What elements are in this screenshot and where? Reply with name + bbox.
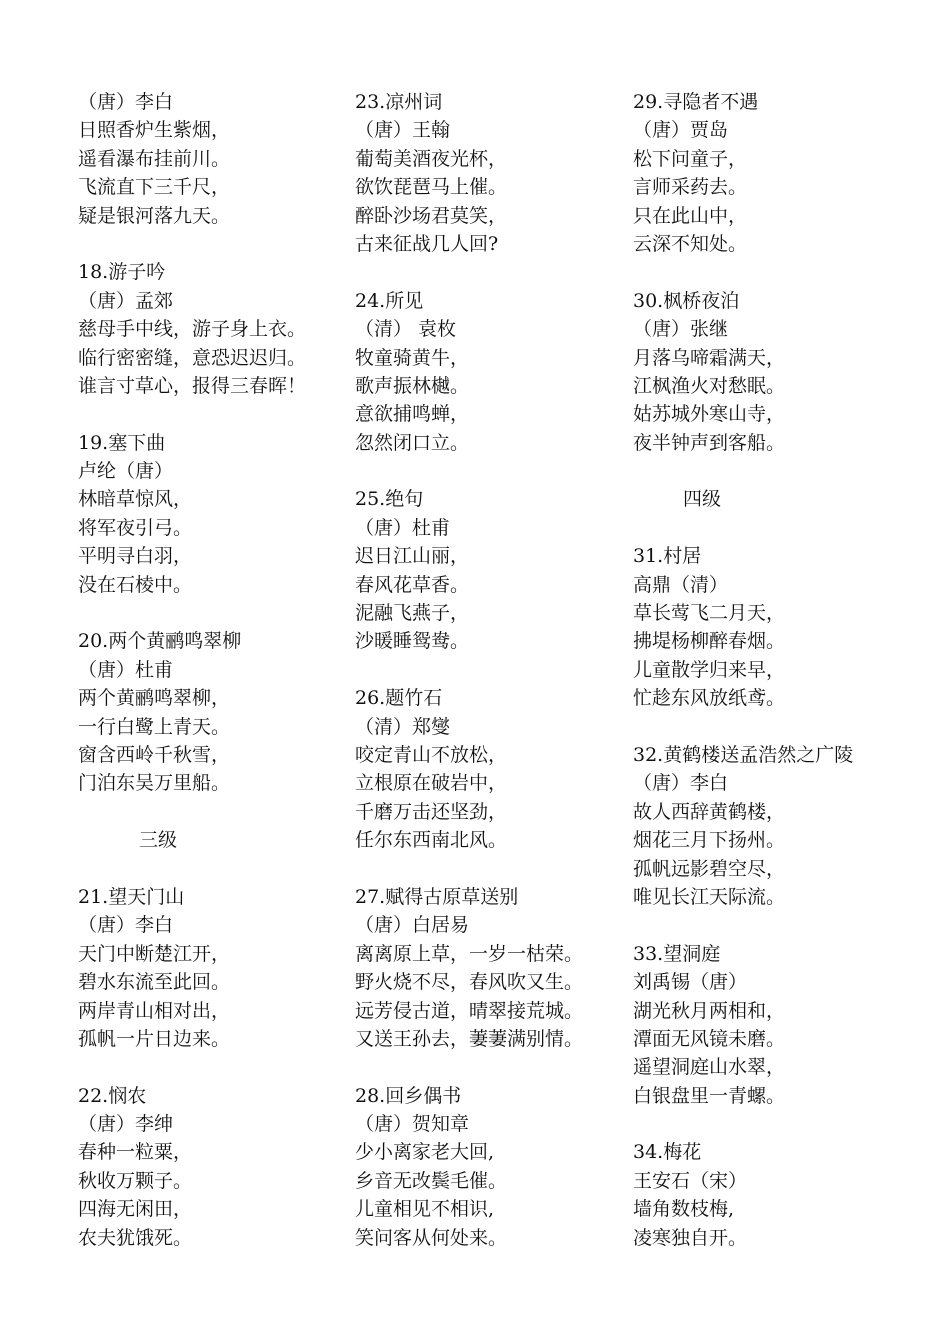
- block-spacer: [78, 400, 348, 428]
- poem-line: 疑是银河落九天。: [78, 204, 231, 227]
- poem-line: 农夫犹饿死。: [78, 1226, 193, 1249]
- poem-line: 乡音无改鬓毛催。: [355, 1169, 508, 1192]
- poem-line: 又送王孙去，萋萋满别情。: [355, 1027, 584, 1050]
- poem-block: [633, 542, 903, 712]
- poem-author: （唐）贾岛: [633, 119, 729, 142]
- poem-author: （唐）杜甫: [78, 658, 174, 681]
- poem-line: 言师采药去。: [633, 176, 748, 199]
- poem-title: 21.望天门山: [78, 885, 185, 908]
- poem-block: [78, 883, 348, 1053]
- block-spacer: [78, 855, 348, 883]
- poem-title: 31.村居: [633, 545, 702, 568]
- poem-line: 潭面无风镜未磨。: [633, 1027, 786, 1050]
- poem-block: [633, 741, 903, 911]
- poem-author: （清） 袁枚: [355, 318, 457, 341]
- poem-author: 刘禹锡（唐）: [633, 971, 748, 994]
- poem-title: 29.寻隐者不遇: [633, 91, 759, 113]
- poem-line: 咬定青山不放松，: [355, 743, 508, 766]
- poem-line: 秋收万颗子。: [78, 1169, 193, 1192]
- poem-author: （唐）李绅: [78, 1113, 174, 1136]
- poem-title: 34.梅花: [633, 1141, 702, 1164]
- poem-line: 烟花三月下扬州。: [633, 829, 786, 852]
- poem-title: 25.绝句: [355, 488, 424, 511]
- poem-line: 孤帆远影碧空尽，: [633, 857, 786, 880]
- poem-line: 故人西辞黄鹤楼，: [633, 800, 786, 823]
- poem-block: [355, 485, 625, 655]
- poem-block: [633, 88, 903, 258]
- poem-line: 遥看瀑布挂前川。: [78, 147, 231, 170]
- poem-title: 23.凉州词: [355, 91, 443, 113]
- poem-line: 墙角数枝梅,: [633, 1198, 735, 1221]
- block-spacer: [355, 855, 625, 883]
- poem-block: [78, 88, 348, 230]
- poem-line: 临行密密缝，意恐迟迟归。: [78, 346, 307, 369]
- block-spacer: [633, 1110, 903, 1138]
- poem-block: [355, 287, 625, 457]
- poem-title: 27.赋得古原草送别: [355, 885, 519, 908]
- poem-block: [633, 1138, 903, 1252]
- poem-line: 江枫渔火对愁眠。: [633, 374, 786, 397]
- poem-author: （清）郑燮: [355, 715, 451, 738]
- poem-line: 牧童骑黄牛，: [355, 346, 470, 369]
- level-heading: 四级: [683, 488, 722, 511]
- poem-line: 慈母手中线，游子身上衣。: [78, 318, 307, 341]
- poem-title: 28.回乡偶书: [355, 1084, 462, 1107]
- poem-line: 云深不知处。: [633, 232, 748, 255]
- poem-line: 谁言寸草心，报得三春晖！: [78, 374, 307, 397]
- poem-author: （唐）李白: [78, 914, 174, 937]
- poem-block: [78, 1082, 348, 1252]
- block-spacer: [355, 258, 625, 286]
- block-spacer: [633, 514, 903, 542]
- poem-line: 忽然闭口立。: [355, 431, 470, 454]
- block-spacer: [78, 230, 348, 258]
- block-spacer: [78, 798, 348, 826]
- poem-line: 欲饮琵琶马上催。: [355, 176, 508, 199]
- poem-author: （唐）李白: [633, 772, 729, 795]
- poem-line: 笑问客从何处来。: [355, 1226, 508, 1249]
- block-spacer: [633, 911, 903, 939]
- poem-line: 意欲捕鸣蝉，: [355, 403, 470, 426]
- poem-line: 松下问童子，: [633, 147, 748, 170]
- block-spacer: [633, 258, 903, 286]
- level-heading: 三级: [139, 829, 178, 852]
- poem-line: 四海无闲田，: [78, 1198, 193, 1221]
- poem-title: 19.塞下曲: [78, 431, 166, 454]
- poem-title: 18.游子吟: [78, 261, 166, 284]
- poem-line: 日照香炉生紫烟，: [78, 119, 231, 142]
- poem-author: 高鼎（清）: [633, 573, 729, 596]
- block-spacer: [355, 1053, 625, 1081]
- poem-line: 葡萄美酒夜光杯，: [355, 147, 508, 170]
- poem-line: 沙暖睡鸳鸯。: [355, 630, 470, 653]
- poem-line: 林暗草惊风，: [78, 488, 193, 511]
- poem-line: 飞流直下三千尺，: [78, 176, 231, 199]
- poem-line: 湖光秋月两相和，: [633, 999, 786, 1022]
- poem-line: 春风花草香。: [355, 573, 470, 596]
- block-spacer: [78, 599, 348, 627]
- block-spacer: [78, 1053, 348, 1081]
- poem-line: 春种一粒粟，: [78, 1141, 193, 1164]
- poem-line: 离离原上草，一岁一枯荣。: [355, 942, 584, 965]
- poem-author: （唐）白居易: [355, 914, 470, 937]
- poem-line: 窗含西岭千秋雪，: [78, 743, 231, 766]
- poem-title: 32.黄鹤楼送孟浩然之广陵: [633, 743, 854, 766]
- poem-line: 忙趁东风放纸鸢。: [633, 687, 786, 710]
- poem-line: 远芳侵古道，晴翠接荒城。: [355, 999, 584, 1022]
- poem-title: 33.望洞庭: [633, 942, 721, 965]
- block-spacer: [355, 457, 625, 485]
- poem-author: （唐）李白: [78, 91, 174, 113]
- poem-line: 碧水东流至此回。: [78, 971, 231, 994]
- poem-line: 古来征战几人回?: [355, 232, 499, 255]
- column-3: [633, 88, 903, 1252]
- poem-line: 两岸青山相对出，: [78, 999, 231, 1022]
- poem-line: 立根原在破岩中，: [355, 772, 508, 795]
- poem-author: （唐）王翰: [355, 119, 451, 142]
- poem-line: 迟日江山丽，: [355, 545, 470, 568]
- poem-title: 30.枫桥夜泊: [633, 289, 740, 312]
- poem-line: 拂堤杨柳醉春烟。: [633, 630, 786, 653]
- poem-author: （唐）贺知章: [355, 1113, 470, 1136]
- column-1: [78, 88, 348, 1252]
- poem-line: 遥望洞庭山水翠，: [633, 1056, 786, 1079]
- poem-line: 夜半钟声到客船。: [633, 431, 786, 454]
- poem-author: （唐）孟郊: [78, 289, 174, 312]
- poem-line: 将军夜引弓。: [78, 516, 193, 539]
- poem-block: [355, 1082, 625, 1252]
- poem-author: （唐）张继: [633, 318, 729, 341]
- poem-line: 泥融飞燕子，: [355, 602, 470, 625]
- poem-line: 两个黄鹂鸣翠柳，: [78, 687, 231, 710]
- block-spacer: [633, 457, 903, 485]
- poem-line: 姑苏城外寒山寺，: [633, 403, 786, 426]
- poem-line: 月落乌啼霜满天，: [633, 346, 786, 369]
- poem-title: 20.两个黄鹂鸣翠柳: [78, 630, 242, 653]
- poem-block: [78, 258, 348, 400]
- poem-line: 门泊东吴万里船。: [78, 772, 231, 795]
- poem-title: 22.悯农: [78, 1084, 147, 1107]
- poem-title: 26.题竹石: [355, 687, 443, 710]
- poem-line: 千磨万击还坚劲，: [355, 800, 508, 823]
- poem-line: 唯见长江天际流。: [633, 885, 786, 908]
- poem-line: 野火烧不尽，春风吹又生。: [355, 971, 584, 994]
- poem-line: 白银盘里一青螺。: [633, 1084, 786, 1107]
- poem-line: 任尔东西南北风。: [355, 829, 508, 852]
- poem-line: 少小离家老大回,: [355, 1141, 495, 1164]
- poem-block: [355, 883, 625, 1053]
- column-2: [355, 88, 625, 1252]
- poem-line: 儿童相见不相识,: [355, 1198, 495, 1221]
- poem-author: （唐）杜甫: [355, 516, 451, 539]
- poem-block: [355, 684, 625, 854]
- poem-block: [355, 88, 625, 258]
- poem-line: 儿童散学归来早，: [633, 658, 786, 681]
- poem-line: 孤帆一片日边来。: [78, 1027, 231, 1050]
- poem-line: 歌声振林樾。: [355, 374, 470, 397]
- poem-line: 草长莺飞二月天，: [633, 602, 786, 625]
- poem-line: 没在石棱中。: [78, 573, 193, 596]
- poem-author: 王安石（宋）: [633, 1169, 748, 1192]
- poem-line: 只在此山中，: [633, 204, 748, 227]
- poem-title: 24.所见: [355, 289, 424, 312]
- poem-line: 醉卧沙场君莫笑，: [355, 204, 508, 227]
- poem-block: [78, 429, 348, 599]
- block-spacer: [355, 656, 625, 684]
- poem-author: 卢纶（唐）: [78, 460, 174, 483]
- poem-line: 一行白鹭上青天。: [78, 715, 231, 738]
- poem-line: 平明寻白羽，: [78, 545, 193, 568]
- poem-line: 天门中断楚江开，: [78, 942, 231, 965]
- poem-block: [633, 287, 903, 457]
- poem-block: [78, 627, 348, 797]
- poem-block: [633, 940, 903, 1110]
- poem-line: 凌寒独自开。: [633, 1226, 748, 1249]
- block-spacer: [633, 713, 903, 741]
